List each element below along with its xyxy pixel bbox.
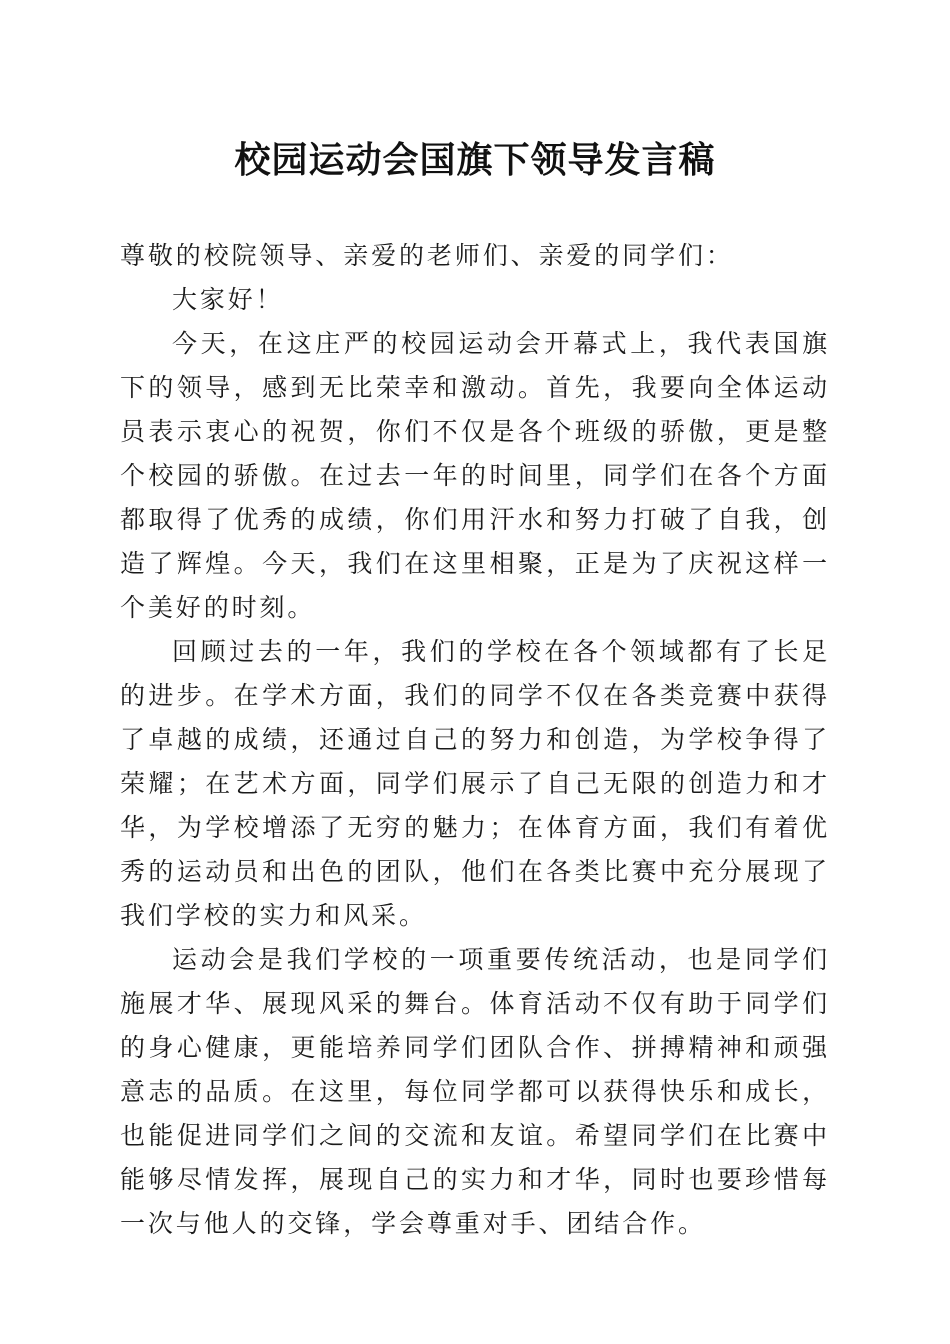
paragraph-sports-meet: 运动会是我们学校的一项重要传统活动，也是同学们施展才华、展现风采的舞台。体育活动不仅有助于同学们的身心健康，更能培养同学们团队合作、拼搏精神和顽强意志的品质。在这里，每位同学都可以获得快乐和成长，也能促进同学们之间的交流和友谊。希望同学们在比赛中能够尽情发挥，展现自己的实力和才华，同时也要珍惜每一次与他人的交锋，学会尊重对手、团结合作。 [120, 945, 830, 1238]
paragraph-review: 回顾过去的一年，我们的学校在各个领域都有了长足的进步。在学术方面，我们的同学不仅在各类竞赛中获得了卓越的成绩，还通过自己的努力和创造，为学校争得了荣耀；在艺术方面，同学们展示了自己无限的创造力和才华，为学校增添了无穷的魅力；在体育方面，我们有着优秀的运动员和出色的团队，他们在各类比赛中充分展现了我们学校的实力和风采。 [120, 637, 830, 930]
page-title: 校园运动会国旗下领导发言稿 [234, 139, 716, 181]
speech-body [120, 234, 830, 1246]
paragraph-opening: 今天，在这庄严的校园运动会开幕式上，我代表国旗下的领导，感到无比荣幸和激动。首先，我要向全体运动员表示衷心的祝贺，你们不仅是各个班级的骄傲，更是整个校园的骄傲。在过去一年的时间里，同学们在各个方面都取得了优秀的成绩，你们用汗水和努力打破了自我，创造了辉煌。今天，我们在这里相聚，正是为了庆祝这样一个美好的时刻。 [120, 329, 830, 622]
salutation: 尊敬的校院领导、亲爱的老师们、亲爱的同学们： [120, 241, 734, 270]
greeting: 大家好！ [172, 285, 284, 314]
